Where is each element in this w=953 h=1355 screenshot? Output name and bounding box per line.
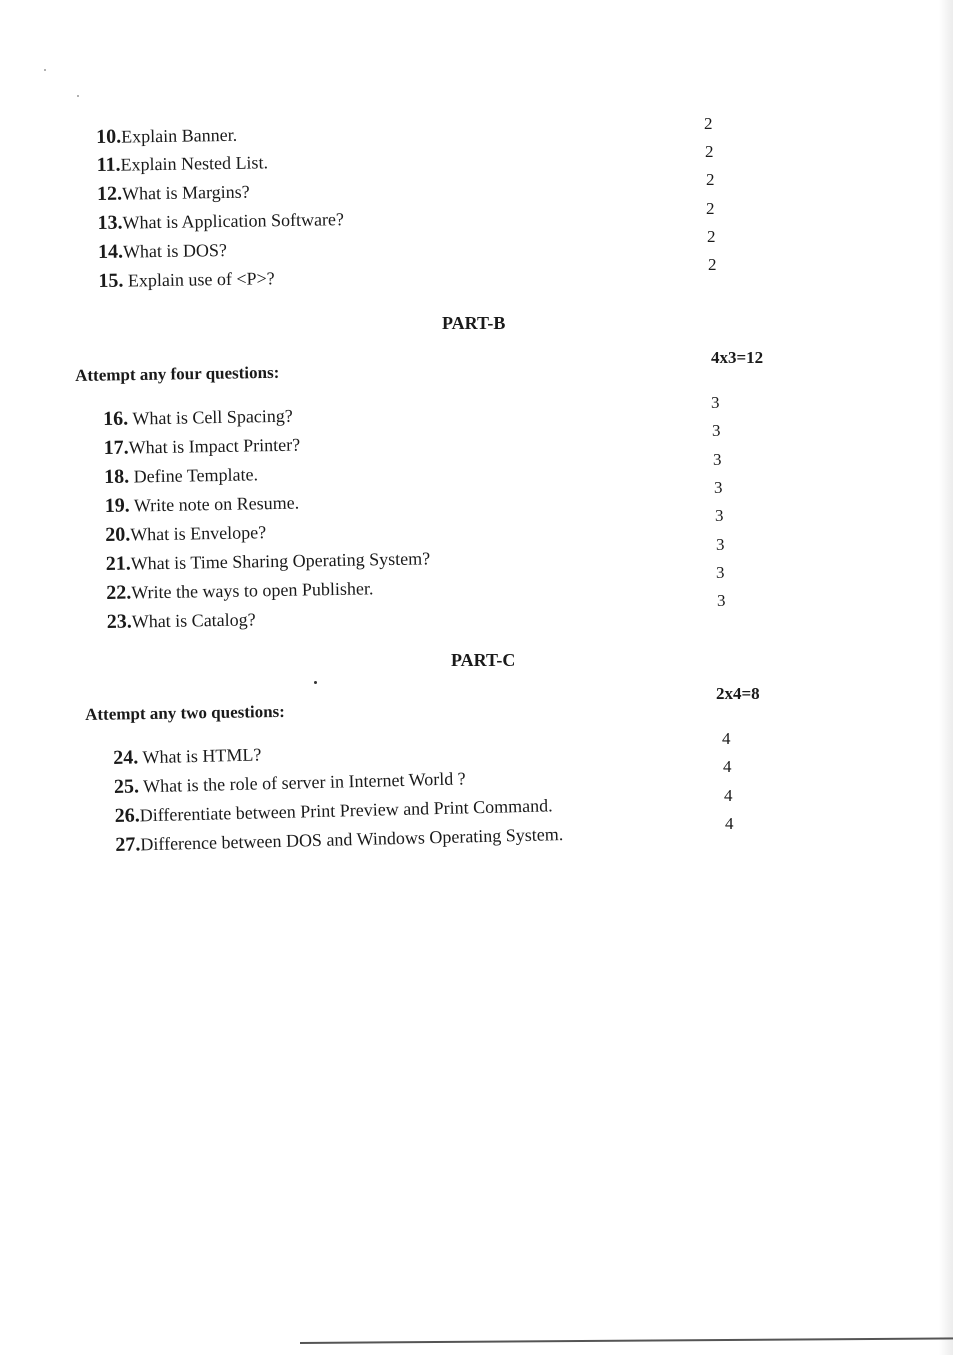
question-item [96, 151, 268, 176]
question-number: 15. [98, 269, 124, 292]
question-item [105, 492, 300, 517]
question-mark: 2 [707, 227, 716, 246]
scan-bottom-line [300, 1337, 953, 1344]
question-text: What is DOS? [122, 239, 228, 262]
question-item [114, 767, 466, 798]
question-number: 11. [96, 153, 121, 176]
scan-speck [77, 95, 79, 97]
question-mark: 2 [706, 170, 715, 189]
question-text: Write the ways to open Publisher. [131, 578, 374, 603]
question-mark: 3 [716, 535, 725, 554]
question-number: 19. [104, 494, 130, 517]
part-b-total-marks: 4x3=12 [711, 348, 764, 367]
part-c-total-marks: 2x4=8 [716, 684, 760, 703]
question-mark: 4 [722, 729, 731, 748]
question-mark: 2 [705, 142, 714, 161]
question-item [105, 521, 266, 546]
scan-speck [44, 69, 46, 71]
question-number: 17. [103, 436, 129, 459]
question-item [96, 124, 237, 148]
question-item [97, 208, 344, 234]
question-text: Define Template. [129, 464, 259, 487]
question-text: What is Time Sharing Operating System? [130, 548, 431, 574]
question-mark: 4 [724, 786, 733, 805]
scan-speck [314, 681, 317, 684]
question-mark: 4 [725, 814, 734, 833]
question-text: What is Margins? [121, 181, 250, 204]
question-text: Explain Banner. [121, 124, 238, 147]
question-mark: 3 [716, 563, 725, 582]
question-text: What is Cell Spacing? [128, 405, 293, 429]
part-c-instruction: Attempt any two questions: [85, 701, 286, 724]
question-item [98, 239, 227, 263]
question-item [107, 608, 256, 633]
question-item [106, 577, 374, 604]
question-number: 14. [97, 240, 124, 263]
question-number: 22. [106, 581, 132, 604]
question-text: What is Application Software? [122, 209, 345, 233]
question-mark: 3 [714, 478, 723, 497]
question-number: 23. [106, 610, 132, 633]
part-c-heading: PART-C [451, 650, 516, 670]
question-item [114, 794, 552, 827]
question-text: What is Envelope? [130, 522, 267, 545]
question-number: 21. [105, 552, 131, 575]
question-mark: 3 [711, 393, 720, 412]
question-mark: 3 [712, 421, 721, 440]
question-text: Differentiate between Print Preview and Print Command. [139, 795, 553, 826]
question-text: Explain use of <P>? [123, 268, 275, 291]
question-number: 13. [97, 211, 123, 234]
question-item [115, 823, 563, 856]
question-mark: 3 [717, 591, 726, 610]
question-text: What is HTML? [138, 744, 262, 768]
part-b-instruction: Attempt any four questions: [75, 362, 280, 385]
question-text: Write note on Resume. [129, 492, 300, 516]
question-number: 26. [114, 804, 140, 827]
question-text: Difference between DOS and Windows Operating System. [140, 824, 564, 855]
question-mark: 3 [715, 506, 724, 525]
question-mark: 2 [708, 255, 717, 274]
question-item [104, 463, 258, 488]
question-item [113, 743, 262, 769]
question-item [97, 181, 250, 205]
question-mark: 2 [704, 114, 713, 133]
question-number: 27. [115, 833, 141, 856]
question-text: What is Impact Printer? [128, 434, 301, 458]
scan-edge-shadow [939, 0, 953, 1355]
question-mark: 3 [713, 450, 722, 469]
question-number: 10. [96, 125, 122, 148]
question-mark: 4 [723, 757, 732, 776]
question-item [106, 547, 431, 575]
question-text: What is Catalog? [131, 609, 256, 632]
question-number: 20. [105, 523, 131, 546]
question-text: What is the role of server in Internet World ? [138, 768, 466, 797]
question-mark: 2 [706, 199, 715, 218]
question-number: 18. [104, 465, 130, 488]
question-text: Explain Nested List. [120, 152, 269, 175]
question-number: 16. [103, 407, 129, 430]
question-number: 25. [113, 775, 140, 798]
part-b-heading: PART-B [442, 313, 506, 333]
question-number: 24. [113, 746, 139, 769]
question-number: 12. [96, 182, 123, 205]
question-item [104, 434, 301, 459]
question-item [98, 267, 275, 292]
question-item [103, 405, 293, 430]
